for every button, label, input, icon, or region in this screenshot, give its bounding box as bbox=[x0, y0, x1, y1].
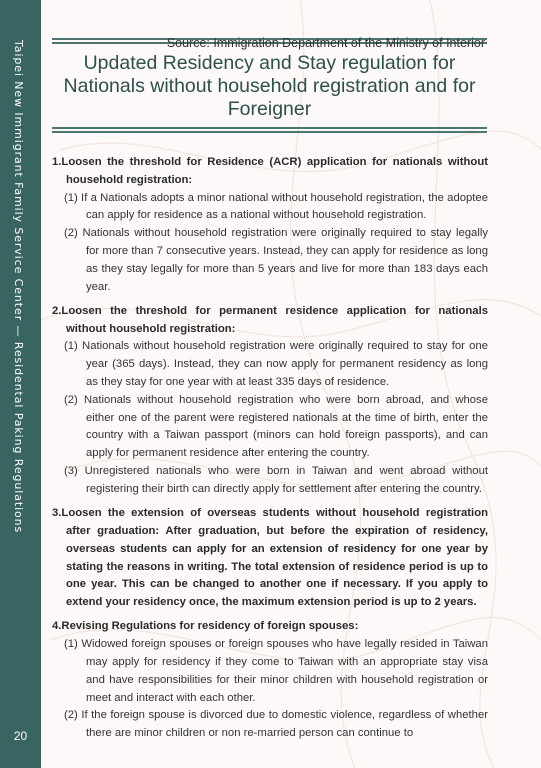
section-item: (3) Unregistered nationals who were born in Taiwan and went abroad without registering their birth can directly apply for settlement after entering the country. bbox=[64, 465, 488, 495]
page-number: 20 bbox=[13, 729, 28, 743]
source-line: Source: Immigration Department of the Ministry of Interior bbox=[166, 36, 485, 50]
page-title: Updated Residency and Stay regulation for Nationals without household registration and for Foreigner bbox=[63, 52, 476, 120]
section-2 bbox=[52, 303, 488, 499]
sidebar-vertical-title: Taipei New Immigrant Family Service Center — Residental Paking Regulations bbox=[12, 40, 25, 534]
section-item: (2) Nationals without household registration who were born abroad, and whose either one of the parent were registered nationals at the time of birth, enter the country with a Taiwan passport (minors can hold foreign passports), and can apply for permanent residence after entering the country. bbox=[64, 393, 488, 460]
title-underline-lines bbox=[52, 127, 487, 135]
section-1 bbox=[52, 154, 488, 296]
section-heading: 3.Loosen the extension of overseas students without household registration after graduation: After graduation, but before the expiration of residency, overseas students can apply for an extension of residency for one year by stating the reasons in writing. The total extension of residence period is up to one year. This can be changed to another one if necessary. If you apply to extend your residency once, the maximum extension period is up to 2 years. bbox=[52, 507, 488, 609]
section-3 bbox=[52, 505, 488, 612]
section-item: (1) Widowed foreign spouses or foreign spouses who have legally resided in Taiwan may apply for residency if they come to Taiwan with an appropriate stay visa and have responsibilities for their minor children with household registration or meet and interact with each other. bbox=[64, 638, 488, 704]
section-item: (1) Nationals without household registration were originally required to stay for one year (365 days). Instead, they can now apply for permanent residency as long as they stay for one year with at least 335 days of residence. bbox=[64, 340, 488, 389]
section-item: (2) Nationals without household registration were originally required to stay legally for more than 7 consecutive years. Instead, they can apply for residence as long as they stay legally for more than 5 years and live for more than 183 days each year. bbox=[64, 227, 488, 293]
regulation-content bbox=[52, 154, 488, 750]
section-heading: 2.Loosen the threshold for permanent residence application for nationals without household registration: bbox=[52, 304, 488, 335]
sidebar bbox=[0, 0, 41, 768]
section-item: (1) If a Nationals adopts a minor national without household registration, the adoptee can apply for residence as a national without household registration. bbox=[64, 191, 488, 222]
section-heading: 1.Loosen the threshold for Residence (ACR) application for nationals without household registration: bbox=[52, 156, 488, 186]
section-4 bbox=[52, 618, 488, 743]
section-heading: 4.Revising Regulations for residency of foreign spouses: bbox=[52, 620, 359, 633]
section-item: (2) If the foreign spouse is divorced due to domestic violence, regardless of whether there are minor children or non re-married person can continue to bbox=[64, 709, 488, 740]
